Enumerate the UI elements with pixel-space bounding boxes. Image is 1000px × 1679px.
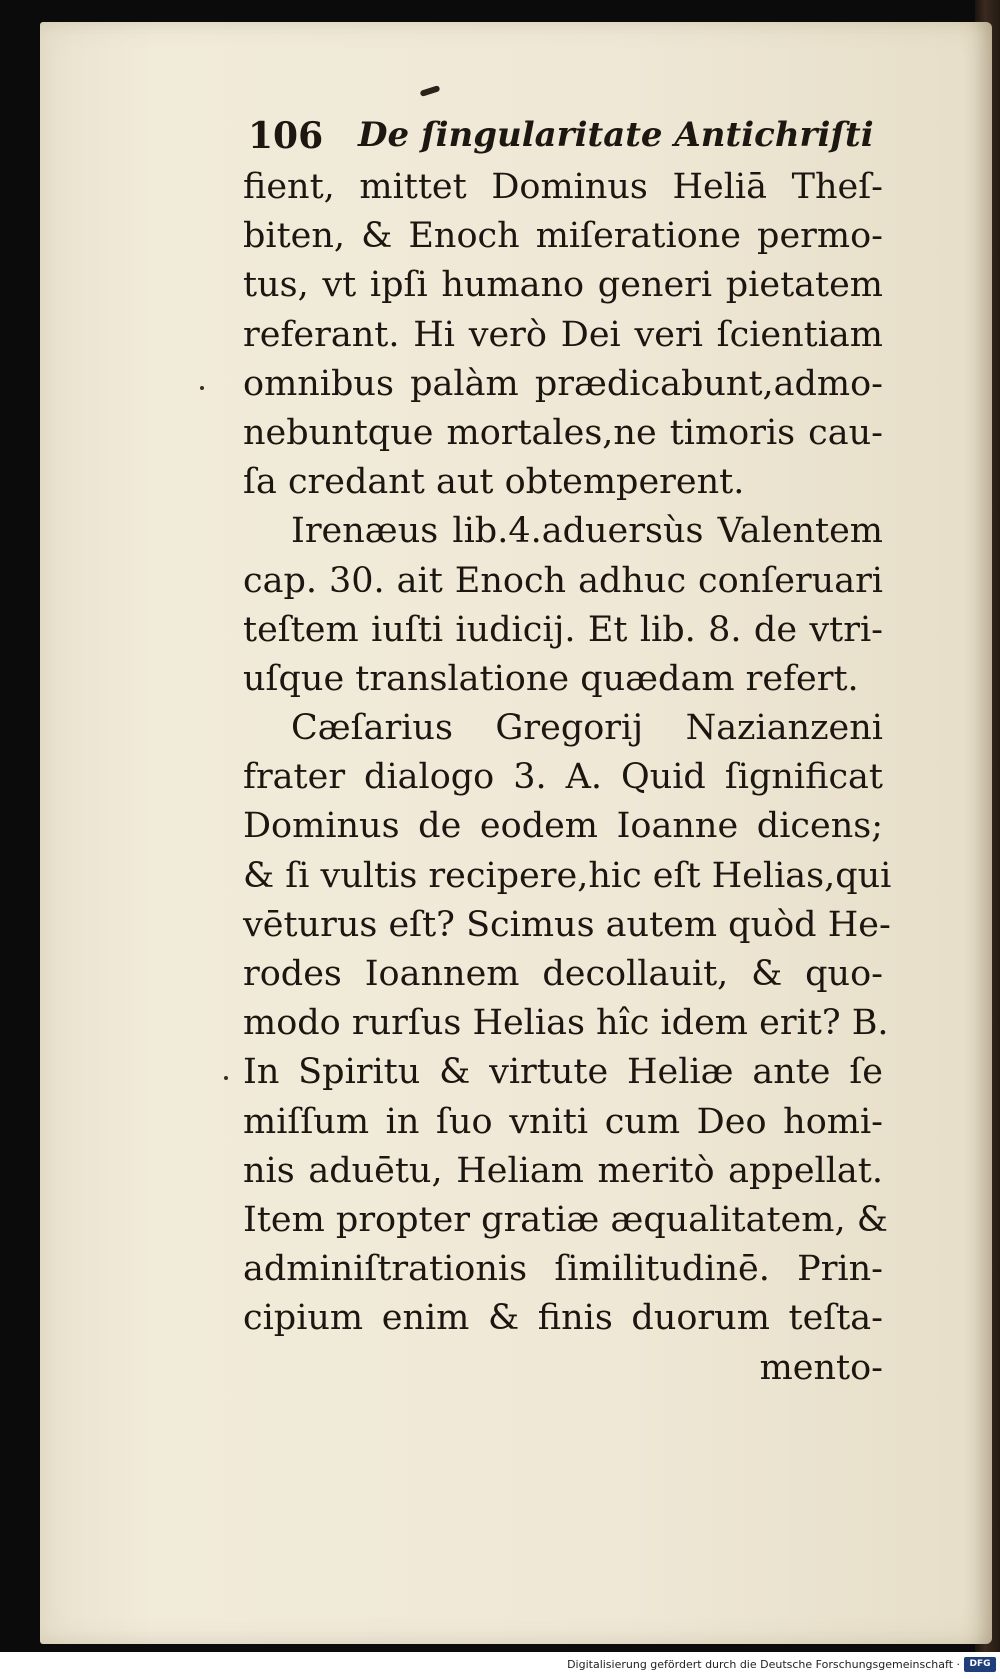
- text-line: uſque translatione quædam refert.: [243, 658, 859, 699]
- speck: [200, 386, 204, 390]
- page-header: [248, 115, 874, 163]
- funding-credit: Digitalisierung gefördert durch die Deutsche Forschungsgemeinschaft ·: [567, 1658, 960, 1671]
- text-line: adminiſtrationis ſimilitudinē. Prin-: [243, 1249, 883, 1290]
- text-line: ſa credant aut obtemperent.: [243, 462, 745, 503]
- catchword: mento-: [759, 1347, 883, 1388]
- text-line: biten, & Enoch miſeratione permo-: [243, 216, 883, 257]
- speck: [224, 1076, 228, 1080]
- text-line: modo rurſus Helias hîc idem erit? B.: [243, 1003, 889, 1044]
- text-line: rodes Ioannem decollauit, & quo-: [243, 954, 883, 994]
- text-line: miſſum in ſuo vniti cum Deo homi-: [243, 1101, 883, 1142]
- running-title: De ſingularitate Antichriſti: [358, 115, 874, 155]
- text-line: omnibus palàm prædicabunt,admo-: [243, 363, 883, 404]
- dfg-logo: DFG: [964, 1657, 996, 1672]
- text-line: fient, mittet Dominus Heliā Theſ-: [243, 167, 883, 207]
- text-line: Dominus de eodem Ioanne dicens;: [243, 806, 883, 847]
- text-line: vēturus eſt? Scimus autem quòd He-: [243, 904, 891, 945]
- text-line: teſtem iuſti iudicij. Et lib. 8. de vtri-: [243, 609, 883, 650]
- text-line: tus, vt ipſi humano generi pietatem: [243, 265, 883, 306]
- text-line: Irenæus lib.4.aduersùs Valentem: [291, 511, 883, 552]
- digitization-footer: [0, 1652, 1000, 1679]
- page-number: 106: [248, 115, 324, 157]
- text-line: nis aduētu, Heliam meritò appellat.: [243, 1150, 883, 1191]
- text-line: cap. 30. ait Enoch adhuc conſeruari: [243, 560, 883, 601]
- text-line: nebuntque mortales,ne timoris cau-: [243, 412, 883, 453]
- body-text: [243, 163, 892, 1393]
- text-line: & ſi vultis recipere,hic eſt Helias,qui: [243, 855, 892, 896]
- text-line: Item propter gratiæ æqualitatem, &: [243, 1199, 888, 1240]
- text-line: frater dialogo 3. A. Quid ſignificat: [243, 757, 883, 798]
- text-line: referant. Hi verò Dei veri ſcientiam: [243, 314, 883, 355]
- text-line: cipium enim & finis duorum teſta-: [243, 1298, 883, 1339]
- text-line: Cæſarius Gregorij Nazianzeni: [291, 708, 883, 749]
- text-line: In Spiritu & virtute Heliæ ante ſe: [243, 1052, 883, 1093]
